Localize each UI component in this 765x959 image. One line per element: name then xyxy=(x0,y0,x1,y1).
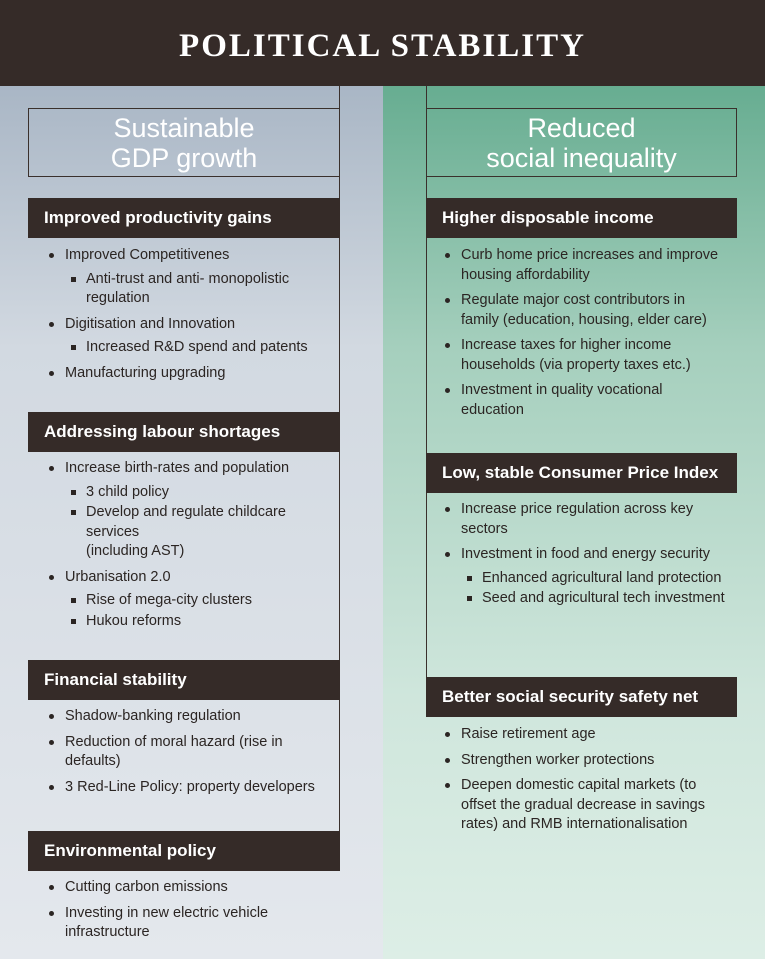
sub-list-item xyxy=(65,612,326,632)
list-item-text: Improved Competitivenes xyxy=(65,247,230,263)
sub-list-item-text: Hukou reforms xyxy=(86,612,182,629)
right-goal-line-1: Reduced xyxy=(527,112,636,143)
right-goal-box xyxy=(426,108,737,177)
list-item-text: Reduction of moral hazard (rise in defaults) xyxy=(65,733,283,769)
list-item-text: Investment in quality vocational education xyxy=(461,382,663,418)
sub-list-item xyxy=(65,483,326,503)
list-item-text: Deepen domestic capital markets (to offset the gradual decrease in savings rates) and RMB internationalisation xyxy=(461,777,705,832)
left-section-header: Environmental policy xyxy=(28,831,340,871)
list-item-text: Cutting carbon emissions xyxy=(65,879,228,895)
sub-list xyxy=(461,569,725,609)
list-item-text: Urbanisation 2.0 xyxy=(65,568,171,585)
right-goal-line-2: social inequality xyxy=(486,142,677,173)
list-item-text: 3 Red-Line Policy: property developers xyxy=(65,778,315,795)
page-title: POLITICAL STABILITY xyxy=(179,28,586,64)
left-goal-line-2: GDP growth xyxy=(110,142,258,173)
list-item xyxy=(46,568,326,632)
right-section-header: Low, stable Consumer Price Index xyxy=(426,453,737,493)
sub-list xyxy=(65,338,326,358)
right-section-header: Better social security safety net xyxy=(426,677,737,717)
list-item xyxy=(46,733,326,772)
list-item xyxy=(442,246,725,285)
left-section-list xyxy=(46,878,326,949)
left-goal-line-1: Sustainable xyxy=(113,112,255,143)
list-item xyxy=(46,459,326,562)
sub-list-item-text: Anti-trust and anti- monopolistic regulation xyxy=(86,270,290,306)
left-section-header: Addressing labour shortages xyxy=(28,412,340,452)
sub-list-item-text: 3 child policy xyxy=(86,483,170,500)
list-item xyxy=(442,751,725,771)
sub-list xyxy=(65,270,326,309)
list-item-text: Investment in food and energy security xyxy=(461,546,711,562)
left-section-list xyxy=(46,459,326,637)
list-item xyxy=(46,707,326,727)
right-section-list xyxy=(442,246,725,426)
list-item xyxy=(442,725,725,745)
list-item-text: Strengthen worker protections xyxy=(461,751,655,768)
sub-list xyxy=(65,591,326,631)
list-item xyxy=(46,904,326,943)
sub-list-item-text: Develop and regulate childcare services xyxy=(86,504,286,540)
right-section-list xyxy=(442,725,725,841)
list-item-text: Manufacturing upgrading xyxy=(65,364,226,381)
header-banner xyxy=(0,0,765,86)
left-goal-box xyxy=(28,108,340,177)
list-item xyxy=(46,878,326,898)
right-section-list xyxy=(442,500,725,615)
list-item-text: Digitisation and Innovation xyxy=(65,315,236,332)
sub-list-item-note: (including AST) xyxy=(86,543,185,559)
list-item xyxy=(46,778,326,798)
list-item-text: Raise retirement age xyxy=(461,726,596,742)
sub-list-item xyxy=(461,589,725,609)
list-item-text: Increase taxes for higher income households (via property taxes etc.) xyxy=(461,337,691,373)
list-item-text: Shadow-banking regulation xyxy=(65,708,241,724)
list-item xyxy=(46,315,326,358)
sub-list-item-text: Rise of mega-city clusters xyxy=(86,592,252,608)
list-item xyxy=(46,246,326,309)
sub-list-item xyxy=(65,338,326,358)
list-item xyxy=(46,364,326,384)
list-item-text: Curb home price increases and improve housing affordability xyxy=(461,247,719,283)
list-item-text: Increase price regulation across key sectors xyxy=(461,501,694,537)
left-section-header: Financial stability xyxy=(28,660,340,700)
sub-list-item xyxy=(65,503,326,562)
sub-list xyxy=(65,483,326,562)
list-item xyxy=(442,545,725,609)
list-item-text: Investing in new electric vehicle infrastructure xyxy=(65,904,269,940)
sub-list-item-text: Enhanced agricultural land protection xyxy=(482,569,722,586)
sub-list-item-text: Seed and agricultural tech investment xyxy=(482,590,725,606)
sub-list-item xyxy=(65,270,326,309)
list-item xyxy=(442,500,725,539)
list-item xyxy=(442,776,725,835)
list-item xyxy=(442,336,725,375)
right-section-header: Higher disposable income xyxy=(426,198,737,238)
list-item xyxy=(442,291,725,330)
sub-list-item xyxy=(65,591,326,611)
left-section-list xyxy=(46,246,326,389)
left-section-header: Improved productivity gains xyxy=(28,198,340,238)
sub-list-item xyxy=(461,569,725,589)
left-section-list xyxy=(46,707,326,803)
list-item-text: Increase birth-rates and population xyxy=(65,460,290,476)
list-item xyxy=(442,381,725,420)
sub-list-item-text: Increased R&D spend and patents xyxy=(86,339,308,355)
list-item-text: Regulate major cost contributors in family (education, housing, elder care) xyxy=(461,292,707,328)
